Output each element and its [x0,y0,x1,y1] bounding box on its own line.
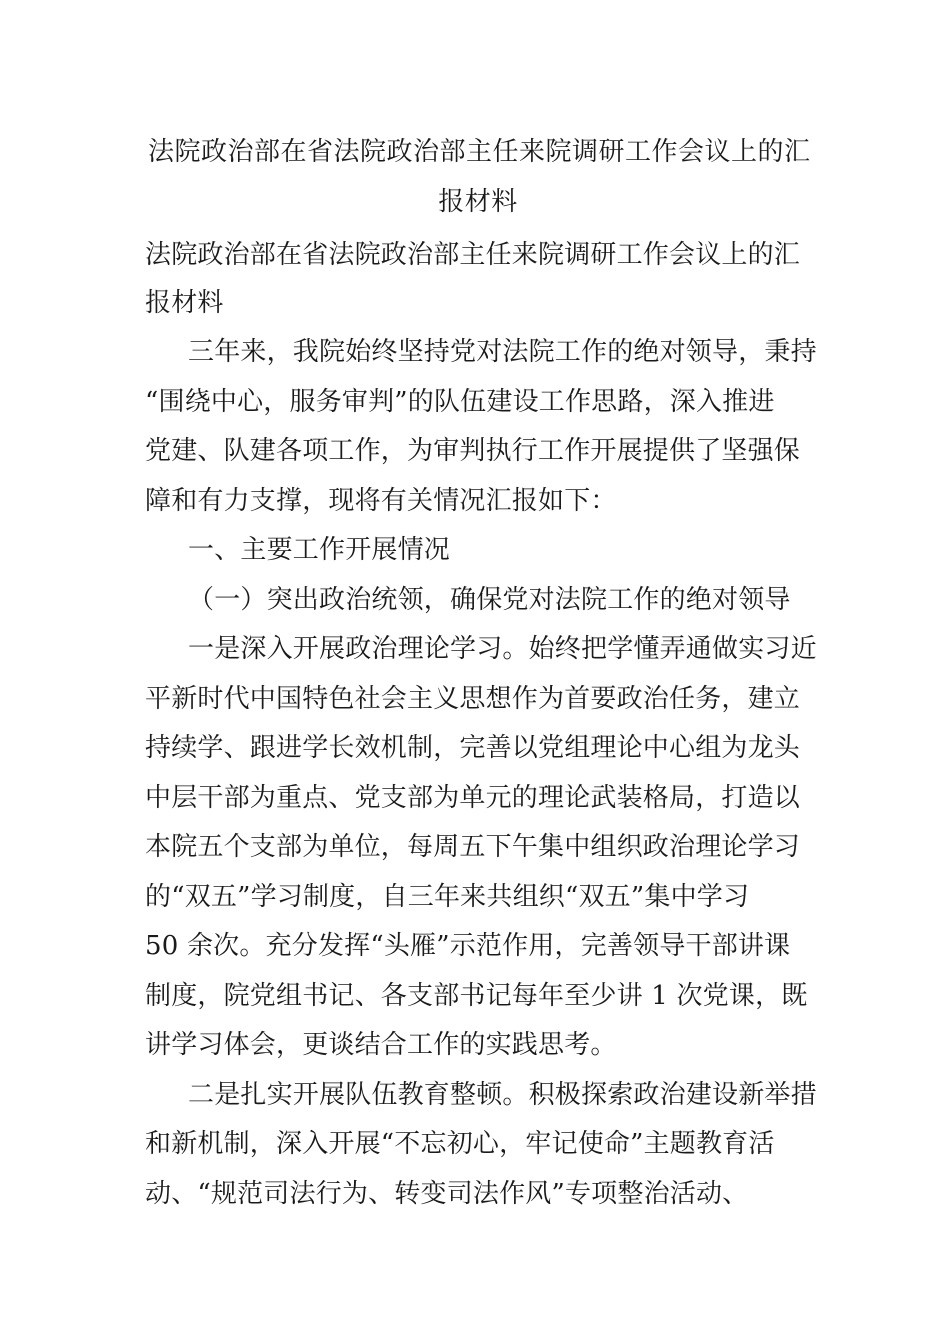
body-line: 二是扎实开展队伍教育整顿。积极探索政治建设新举措 [188,1080,817,1110]
body-line: 持续学、跟进学长效机制，完善以党组理论中心组为龙头 [145,733,801,763]
body-line: 动、“规范司法行为、转变司法作风”专项整治活动、 [145,1179,749,1209]
body-line: “围绕中心，服务审判”的队伍建设工作思路，深入推进 [145,387,775,417]
subsection-heading: （一）突出政治统领，确保党对法院工作的绝对领导 [188,585,791,615]
body-line: 一是深入开展政治理论学习。始终把学懂弄通做实习近 [188,634,817,664]
body-line: 和新机制，深入开展“不忘初心，牢记使命”主题教育活 [145,1129,775,1159]
body-line: 中层干部为重点、党支部为单元的理论武装格局，打造以 [145,783,801,813]
body-line: 本院五个支部为单位，每周五下午集中组织政治理论学习 [145,832,801,862]
body-line: 党建、队建各项工作，为审判执行工作开展提供了坚强保 [145,436,801,466]
body-line: 法院政治部在省法院政治部主任来院调研工作会议上的汇 [145,240,801,270]
document-title-line-1: 法院政治部在省法院政治部主任来院调研工作会议上的汇 [148,137,811,167]
body-line: 的“双五”学习制度，自三年来共组织“双五”集中学习 [145,882,750,912]
body-line: 平新时代中国特色社会主义思想作为首要政治任务，建立 [145,684,801,714]
body-line: 障和有力支撑，现将有关情况汇报如下： [145,486,617,516]
document-title-line-2: 报材料 [438,187,518,217]
body-line: 报材料 [145,288,224,318]
body-line: 制度，院党组书记、各支部书记每年至少讲 1 次党课，既 [145,981,808,1011]
section-heading: 一、主要工作开展情况 [188,535,451,565]
body-line: 讲学习体会，更谈结合工作的实践思考。 [145,1030,617,1060]
body-line: 50 余次。充分发挥“头雁”示范作用，完善领导干部讲课 [145,931,791,961]
body-line: 三年来，我院始终坚持党对法院工作的绝对领导，秉持 [188,337,817,367]
